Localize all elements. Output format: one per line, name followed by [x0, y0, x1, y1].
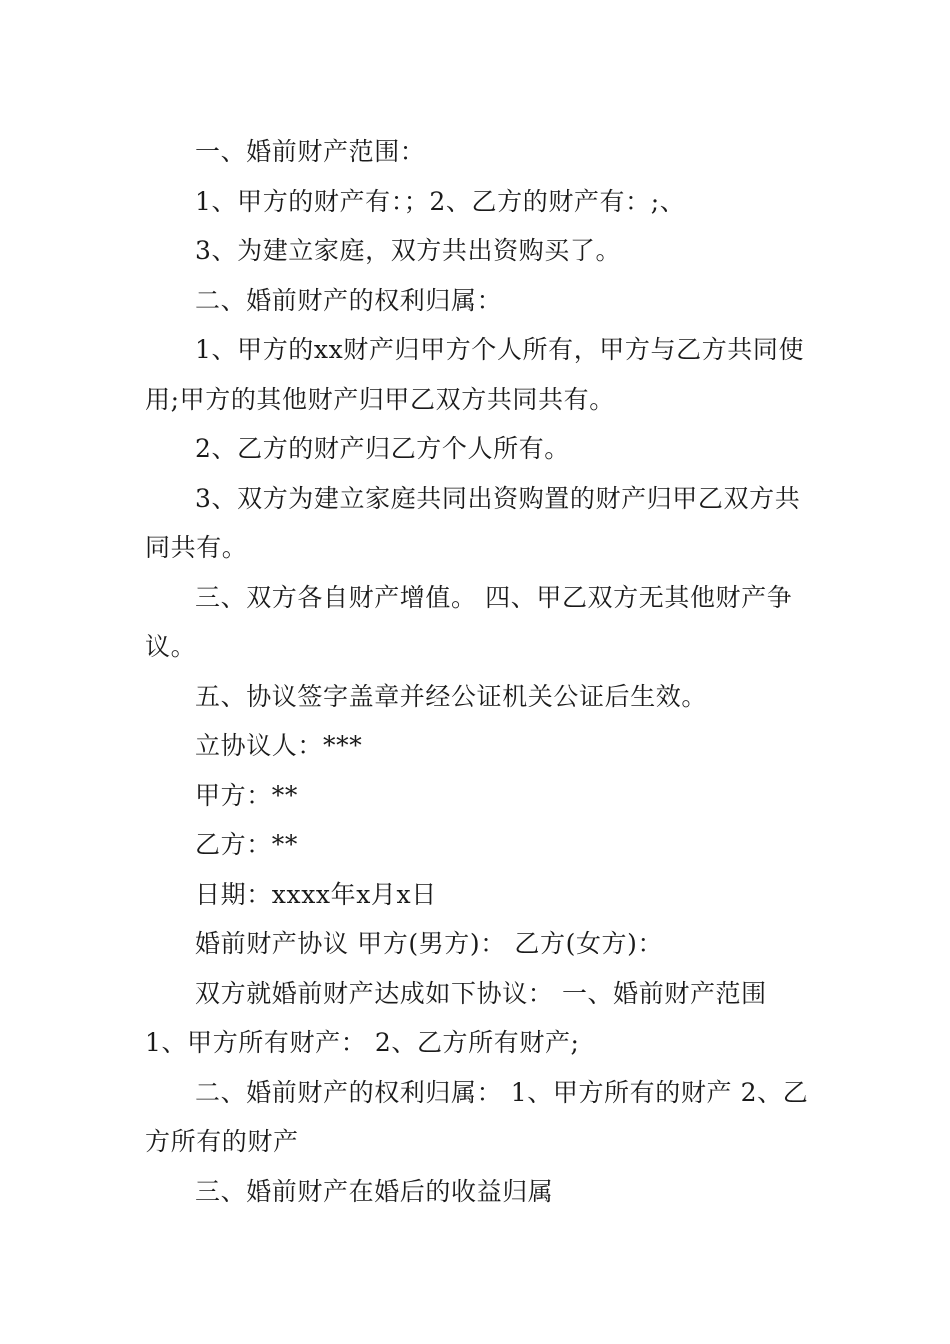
date-line: 日期：xxxx年x月x日: [195, 879, 437, 909]
section-heading-ownership: 二、婚前财产的权利归属：: [195, 285, 503, 315]
paragraph-agreement-intro: 双方就婚前财产达成如下协议： 一、婚前财产范围 1、甲方所有财产： 2、乙方所有财产;: [145, 978, 767, 1057]
agreement-title-line: 婚前财产协议 甲方(男方)： 乙方(女方)：: [195, 929, 664, 958]
paragraph-effective-clause: 五、协议签字盖章并经公证机关公证后生效。: [195, 681, 708, 711]
paragraph-joint-property: 3、双方为建立家庭共同出资购置的财产归甲乙双方共同共有。: [145, 483, 801, 562]
party-b-line: 乙方：**: [195, 830, 299, 859]
section-heading-income: 三、婚前财产在婚后的收益归属: [195, 1176, 554, 1206]
document-body: [145, 127, 810, 1216]
party-a-line: 甲方：**: [195, 780, 299, 810]
section-heading-scope: 一、婚前财产范围：: [195, 137, 426, 166]
signatory-line: 立协议人：***: [195, 731, 363, 760]
paragraph-party-a-property: 1、甲方的xx财产归甲方个人所有，甲方与乙方共同使用;甲方的其他财产归甲乙双方共同共有。: [145, 335, 805, 414]
paragraph-property-list: 1、甲方的财产有：；2、乙方的财产有：;、: [195, 186, 686, 216]
paragraph-party-b-property: 2、乙方的财产归乙方个人所有。: [195, 434, 570, 463]
paragraph-joint-purchase: 3、为建立家庭，双方共出资购买了。: [195, 236, 622, 265]
paragraph-ownership-summary: 二、婚前财产的权利归属： 1、甲方所有的财产 2、乙方所有的财产: [145, 1077, 809, 1156]
paragraph-appreciation-dispute: 三、双方各自财产增值。 四、甲乙双方无其他财产争议。: [145, 582, 793, 661]
